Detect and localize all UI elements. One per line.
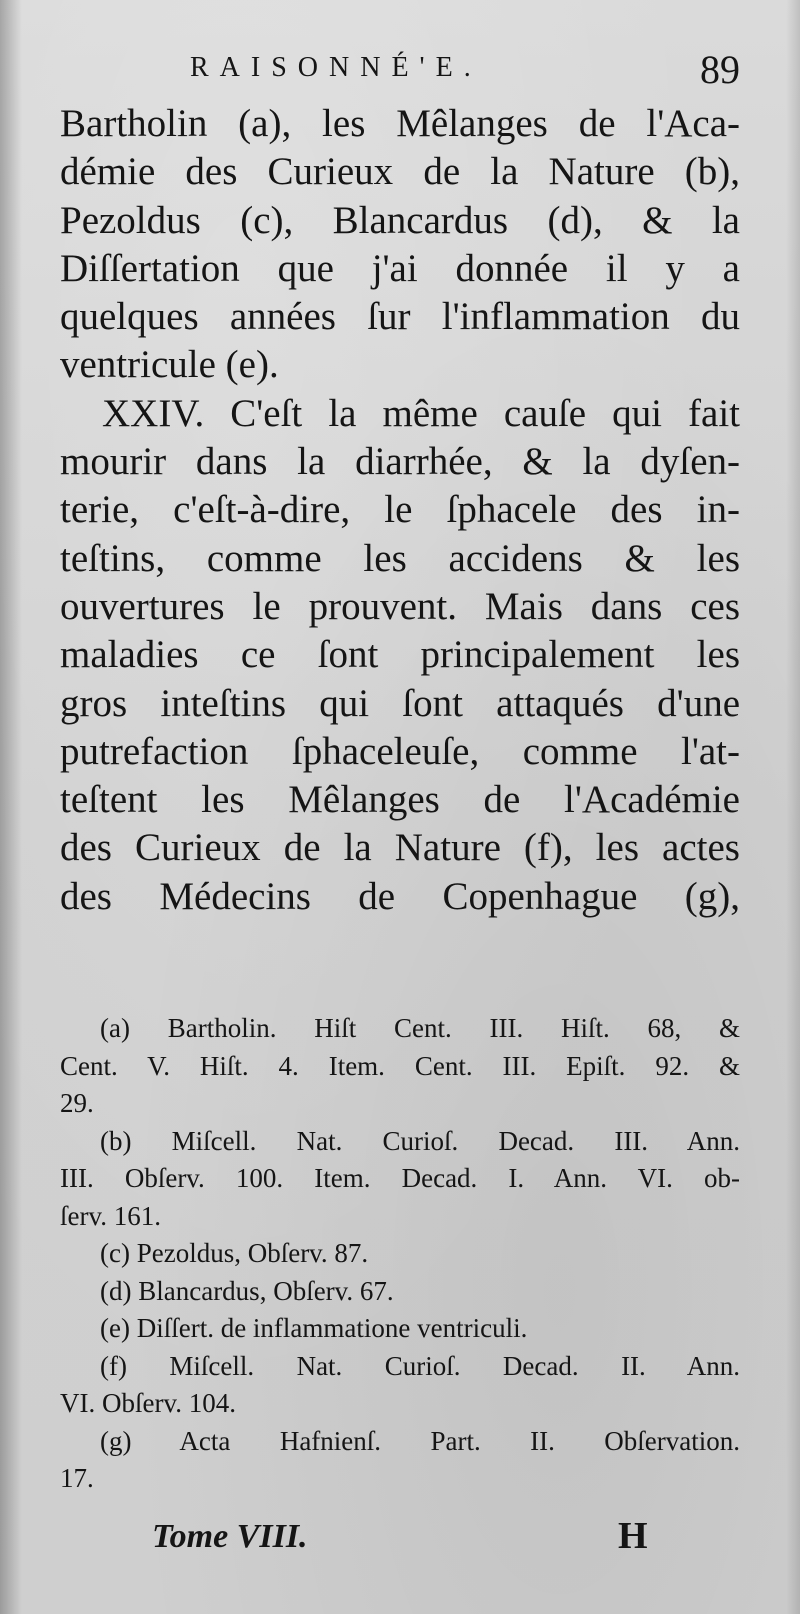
- footnote-line: (g) Acta Hafnienſ. Part. II. Obſervation.: [100, 1425, 740, 1456]
- page-number: 89: [700, 47, 740, 92]
- footnote-line: (f) Miſcell. Nat. Curioſ. Decad. II. Ann.: [100, 1350, 740, 1381]
- footnotes: [60, 1010, 740, 1498]
- text-line: des Curieux de la Nature (f), les actes: [60, 826, 740, 870]
- text-line: Bartholin (a), les Mêlanges de l'Aca-: [60, 102, 740, 145]
- text-line: teſtins, comme les accidens & les: [60, 536, 740, 580]
- volume-label: Tome VIII.: [152, 1518, 308, 1555]
- text-line: terie, c'eſt-à-dire, le ſphacele des in-: [60, 488, 740, 532]
- footnote-line: ſerv. 161.: [60, 1200, 161, 1231]
- text-line: ouvertures le prouvent. Mais dans ces: [60, 584, 740, 628]
- footnote-line: (d) Blancardus, Obſerv. 67.: [100, 1275, 394, 1306]
- text-line: mourir dans la diarrhée, & la dyſen-: [60, 440, 740, 484]
- text-line: putrefaction ſphaceleuſe, comme l'at-: [60, 729, 740, 773]
- running-head: RAISONNÉ'E.: [190, 52, 482, 83]
- text-line: Pezoldus (c), Blancardus (d), & la: [60, 198, 740, 242]
- footnote-line: Cent. V. Hiſt. 4. Item. Cent. III. Epiſt. 92. &: [60, 1050, 740, 1081]
- text-line: Diſſertation que j'ai donnée il y a: [60, 246, 740, 290]
- section-start-line: XXIV. C'eſt la même cauſe qui fait: [102, 391, 740, 435]
- text-line: maladies ce ſont principalement les: [60, 633, 740, 677]
- text-line: quelques années ſur l'inflammation du: [60, 295, 740, 339]
- text-line: gros inteſtins qui ſont attaqués d'une: [60, 681, 740, 725]
- text-line: démie des Curieux de la Nature (b),: [60, 150, 740, 194]
- signature-mark: H: [618, 1515, 648, 1557]
- footnote-line: (e) Diſſert. de inflammatione ventriculi.: [100, 1313, 528, 1343]
- main-text: [60, 100, 740, 921]
- text-line: ventricule (e).: [60, 343, 279, 387]
- footnote-line: (b) Miſcell. Nat. Curioſ. Decad. III. Ann.: [100, 1125, 740, 1156]
- footnote-line: (c) Pezoldus, Obſerv. 87.: [100, 1238, 369, 1268]
- footnote-line: 17.: [60, 1463, 94, 1493]
- text-line: des Médecins de Copenhague (g),: [60, 874, 740, 918]
- footnote-line: VI. Obſerv. 104.: [60, 1388, 236, 1418]
- footnote-line: 29.: [60, 1088, 94, 1118]
- text-line: teſtent les Mêlanges de l'Académie: [60, 778, 740, 822]
- footnote-line: (a) Bartholin. Hiſt Cent. III. Hiſt. 68, &: [100, 1013, 740, 1043]
- footnote-line: III. Obſerv. 100. Item. Decad. I. Ann. VI. ob-: [60, 1163, 740, 1193]
